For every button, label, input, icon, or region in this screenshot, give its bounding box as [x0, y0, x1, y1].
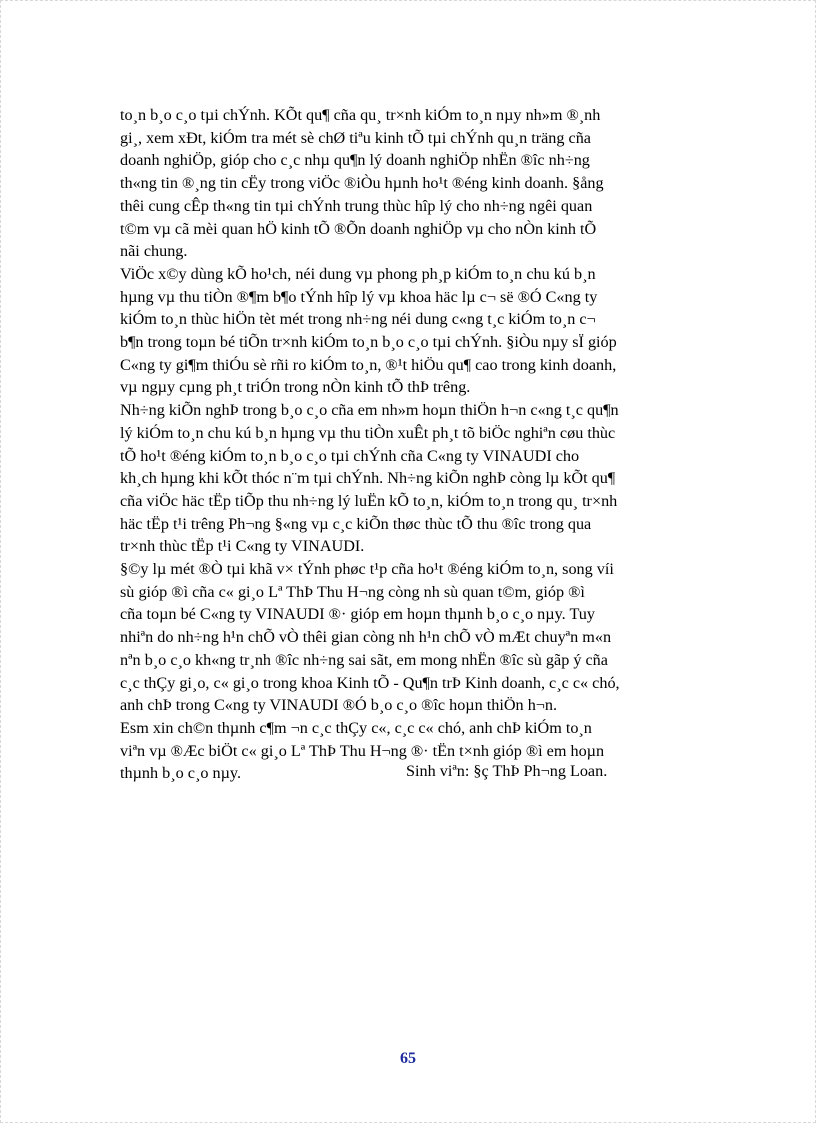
- paragraph-3: [120, 399, 702, 558]
- text-line: vµ ngµy cµng ph¸t triÓn trong nÒn kinh tÕ thÞ trêng.: [120, 378, 471, 397]
- text-line: gi¸, xem xÐt, kiÓm tra mét sè chØ tiªu kinh tÕ tµi chÝnh qu¸n träng cña: [120, 128, 591, 147]
- text-line: lý kiÓm to¸n chu kú b¸n hµng vµ thu tiÒn xuÊt ph¸t tõ biÖc nghiªn cøu thùc: [120, 423, 616, 442]
- text-line: §©y lµ mét ®Ò tµi khã v× tÝnh phøc t¹p cña ho¹t ®éng kiÓm to¸n, song víi: [120, 560, 614, 579]
- text-line: Esm xin ch©n thµnh c¶m ¬n c¸c thÇy c«, c¸c c« chó, anh chÞ kiÓm to¸n: [120, 718, 592, 737]
- text-line: b¶n trong toµn bé tiÕn tr×nh kiÓm to¸n b¸o c¸o tµi chÝnh. §iÒu nµy sÏ gióp: [120, 333, 617, 352]
- text-line: nhiªn do nh÷ng h¹n chÕ vÒ thêi gian còng nh h¹n chÕ vÒ mÆt chuyªn m«n: [120, 628, 612, 647]
- text-line: ViÖc x©y dùng kÕ ho¹ch, néi dung vµ phong ph¸p kiÓm to¸n chu kú b¸n: [120, 264, 596, 283]
- paragraph-2: [120, 263, 702, 399]
- text-line: c¸c thÇy gi¸o, c« gi¸o trong khoa Kinh tÕ - Qu¶n trÞ Kinh doanh, c¸c c« chó,: [120, 673, 620, 692]
- text-line: t©m vµ cã mèi quan hÖ kinh tÕ ®Õn doanh nghiÖp vµ cho nÒn kinh tÕ: [120, 219, 597, 238]
- text-line: viªn vµ ®Æc biÖt c« gi¸o Lª ThÞ Thu H¬ng ®· tËn t×nh gióp ®ì em hoµn: [120, 741, 605, 760]
- text-line: sù gióp ®ì cña c« gi¸o Lª ThÞ Thu H¬ng còng nh sù quan t©m, gióp ®ì: [120, 582, 585, 601]
- text-line: th«ng tin ®¸ng tin cËy trong viÖc ®iÒu hµnh ho¹t ®éng kinh doanh. §ång: [120, 174, 604, 193]
- text-line: tÕ ho¹t ®éng kiÓm to¸n b¸o c¸o tµi chÝnh cña C«ng ty VINAUDI cho: [120, 446, 580, 465]
- paragraph-4: [120, 558, 702, 717]
- signature: Sinh viªn: §ç ThÞ Ph¬ng Loan.: [406, 762, 608, 780]
- text-line: nªn b¸o c¸o kh«ng tr¸nh ®îc nh÷ng sai sãt, em mong nhËn ®îc sù gãp ý cña: [120, 650, 608, 669]
- document-body: [120, 104, 702, 785]
- text-line: kiÓm to¸n thùc hiÖn tèt mét trong nh÷ng néi dung c«ng t¸c kiÓm to¸n c¬: [120, 310, 596, 329]
- text-line: anh chÞ trong C«ng ty VINAUDI ®Ó b¸o c¸o ®îc hoµn thiÖn h¬n.: [120, 696, 558, 715]
- text-line: Nh÷ng kiÕn nghÞ trong b¸o c¸o cña em nh»m hoµn thiÖn h¬n c«ng t¸c qu¶n: [120, 401, 619, 420]
- text-line: thêi cung cÊp th«ng tin tµi chÝnh trung thùc hîp lý cho nh÷ng ngêi quan: [120, 196, 593, 215]
- text-line: doanh nghiÖp, gióp cho c¸c nhµ qu¶n lý doanh nghiÖp nhËn ®îc nh÷ng: [120, 151, 590, 170]
- text-line: cña viÖc häc tËp tiÕp thu nh÷ng lý luËn kÕ to¸n, kiÓm to¸n trong qu¸ tr×nh: [120, 491, 618, 510]
- text-line: tr×nh thùc tËp t¹i C«ng ty VINAUDI.: [120, 537, 365, 556]
- text-line: C«ng ty gi¶m thiÓu sè rñi ro kiÓm to¸n, ®¹t hiÖu qu¶ cao trong kinh doanh,: [120, 355, 617, 374]
- paragraph-1: [120, 104, 702, 263]
- text-line: to¸n b¸o c¸o tµi chÝnh. KÕt qu¶ cña qu¸ tr×nh kiÓm to¸n nµy nh»m ®¸nh: [120, 106, 601, 124]
- text-line: cña toµn bé C«ng ty VINAUDI ®· gióp em hoµn thµnh b¸o c¸o nµy. Tuy: [120, 605, 595, 624]
- text-line: häc tËp t¹i trêng Ph¬ng §«ng vµ c¸c kiÕn thøc thùc tÕ thu ®îc trong qua: [120, 514, 592, 533]
- text-line: thµnh b¸o c¸o nµy.: [120, 764, 242, 783]
- text-line: kh¸ch hµng khi kÕt thóc n¨m tµi chÝnh. Nh÷ng kiÕn nghÞ còng lµ kÕt qu¶: [120, 469, 616, 488]
- page-number: 65: [400, 1050, 416, 1067]
- text-line: hµng vµ thu tiÒn ®¶m b¶o tÝnh hîp lý vµ khoa häc lµ c¬ së ®Ó C«ng ty: [120, 287, 598, 306]
- text-line: nãi chung.: [120, 242, 188, 261]
